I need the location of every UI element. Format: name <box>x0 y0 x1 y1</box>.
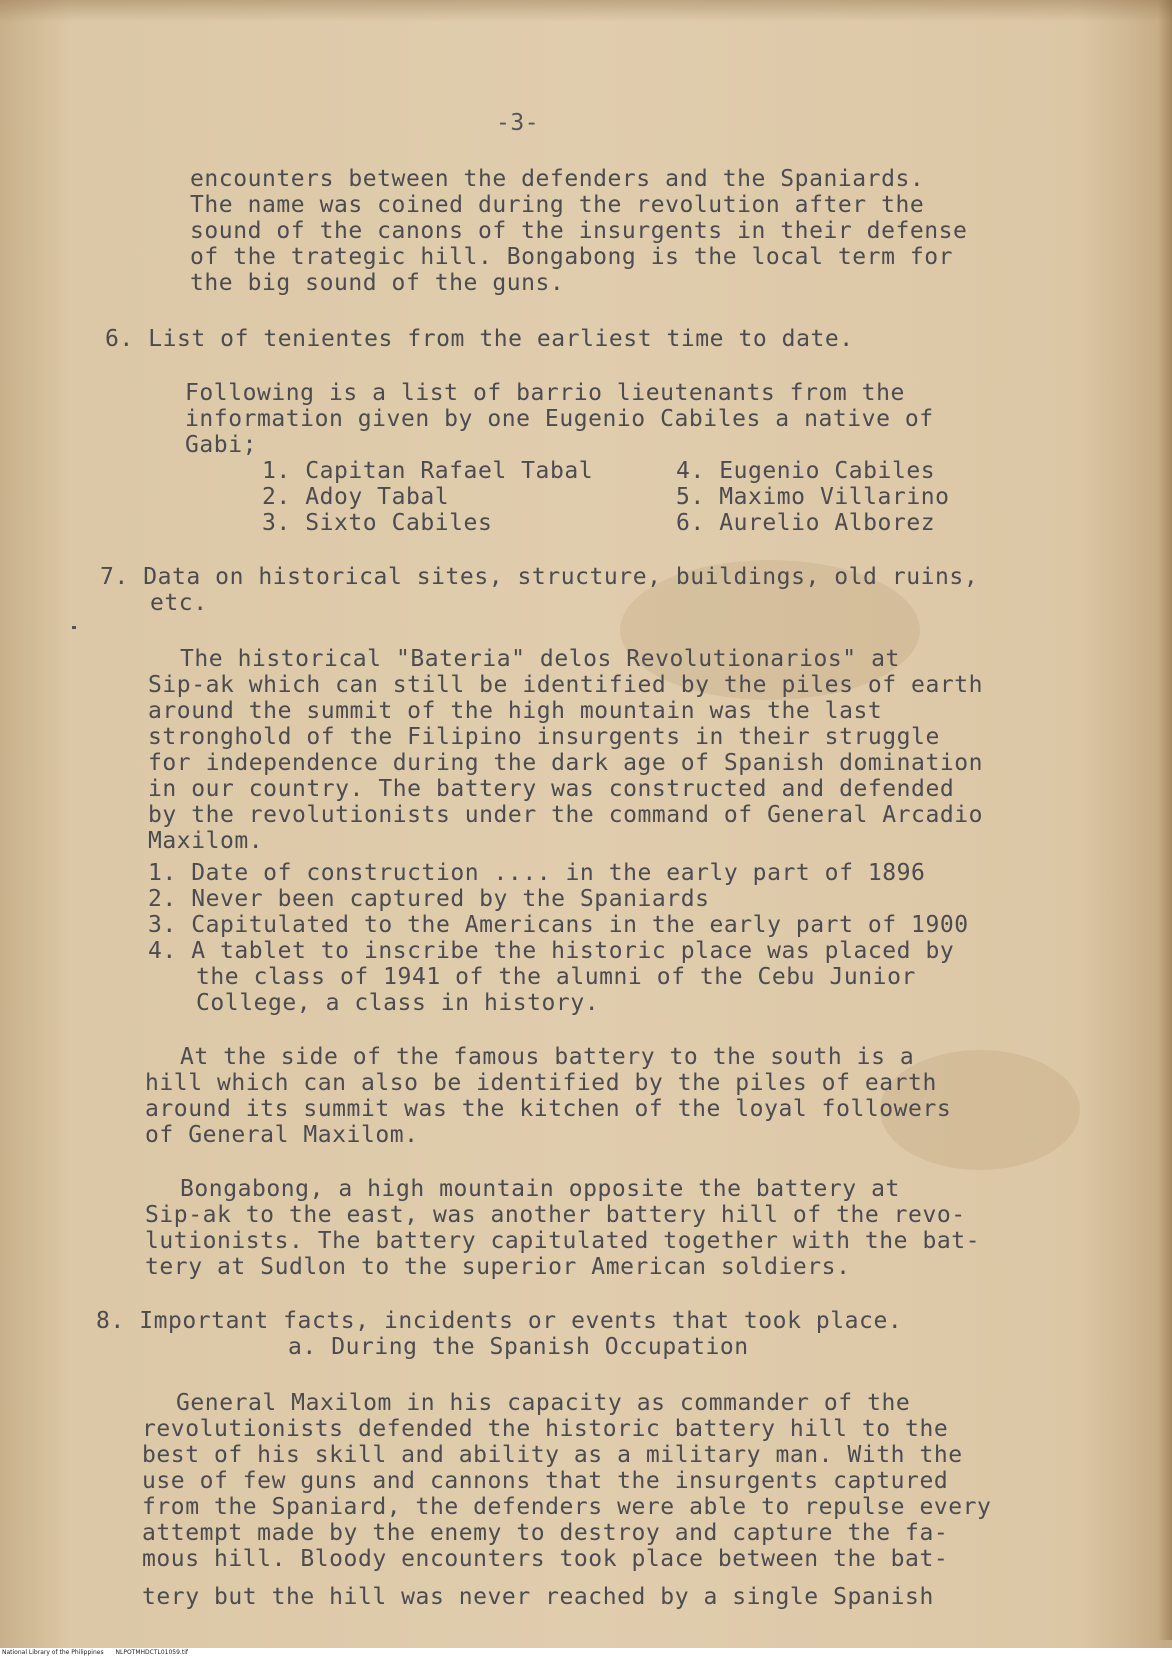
continuation-line: the big sound of the guns. <box>190 270 565 296</box>
battery-fact-item: the class of 1941 of the alumni of the Cebu Junior <box>196 964 916 990</box>
page-number: -3- <box>496 110 540 136</box>
ink-mark <box>72 626 76 629</box>
section7-heading: 7. Data on historical sites, structure, buildings, old ruins, <box>100 564 979 590</box>
section8-paragraph-line: tery but the hill was never reached by a single Spanish <box>142 1584 934 1610</box>
teniente-list-item: 3. Sixto Cabiles <box>262 510 493 536</box>
battery-fact-item: 2. Never been captured by the Spaniards <box>148 886 710 912</box>
section7-paragraph-line: stronghold of the Filipino insurgents in their struggle <box>148 724 940 750</box>
teniente-list-item: 2. Adoy Tabal <box>262 484 450 510</box>
section8-paragraph-line: General Maxilom in his capacity as commander of the <box>176 1390 911 1416</box>
section7-paragraph-line: Maxilom. <box>148 828 264 854</box>
section7-paragraph-line: in our country. The battery was constructed and defended <box>148 776 955 802</box>
paper-top-shadow <box>0 0 1172 22</box>
section8-subheading: a. During the Spanish Occupation <box>288 1334 749 1360</box>
paper-right-shadow <box>1158 0 1172 1640</box>
section7-heading: etc. <box>150 590 208 616</box>
section8-paragraph-line: use of few guns and cannons that the insurgents captured <box>142 1468 949 1494</box>
battery-fact-item: College, a class in history. <box>196 990 600 1016</box>
teniente-list-item: 1. Capitan Rafael Tabal <box>262 458 594 484</box>
section7-paragraph-line: around the summit of the high mountain was the last <box>148 698 883 724</box>
section8-paragraph-line: best of his skill and ability as a military man. With the <box>142 1442 963 1468</box>
battery-fact-item: 3. Capitulated to the Americans in the early part of 1900 <box>148 912 969 938</box>
file-id: NLPOTMHDCTL01059.tif <box>115 1649 188 1656</box>
section7-paragraph2-line: hill which can also be identified by the piles of earth <box>145 1070 937 1096</box>
section7-paragraph3-line: tery at Sudlon to the superior American soldiers. <box>145 1254 851 1280</box>
section7-paragraph3-line: Sip-ak to the east, was another battery hill of the revo- <box>145 1202 966 1228</box>
teniente-list-item: 5. Maximo Villarino <box>676 484 950 510</box>
continuation-line: The name was coined during the revolution after the <box>190 192 925 218</box>
section8-paragraph-line: from the Spaniard, the defenders were able to repulse every <box>142 1494 992 1520</box>
section7-paragraph3-line: Bongabong, a high mountain opposite the battery at <box>180 1176 900 1202</box>
section8-paragraph-line: attempt made by the enemy to destroy and capture the fa- <box>142 1520 949 1546</box>
section7-paragraph2-line: of General Maxilom. <box>145 1122 419 1148</box>
section6-heading: 6. List of tenientes from the earliest time to date. <box>105 326 854 352</box>
section8-paragraph-line: mous hill. Bloody encounters took place between the bat- <box>142 1546 949 1572</box>
continuation-line: encounters between the defenders and the Spaniards. <box>190 166 925 192</box>
section7-paragraph2-line: around its summit was the kitchen of the loyal followers <box>145 1096 952 1122</box>
continuation-line: of the trategic hill. Bongabong is the local term for <box>190 244 954 270</box>
battery-fact-item: 4. A tablet to inscribe the historic place was placed by <box>148 938 955 964</box>
teniente-list-item: 6. Aurelio Alborez <box>676 510 936 536</box>
section7-paragraph-line: Sip-ak which can still be identified by the piles of earth <box>148 672 984 698</box>
section6-intro-line: Gabi; <box>185 432 257 458</box>
section7-paragraph-line: by the revolutionists under the command of General Arcadio <box>148 802 984 828</box>
section8-heading: 8. Important facts, incidents or events that took place. <box>96 1308 903 1334</box>
library-name: National Library of the Philippines <box>2 1649 104 1656</box>
section7-paragraph2-line: At the side of the famous battery to the south is a <box>180 1044 915 1070</box>
continuation-line: sound of the canons of the insurgents in their defense <box>190 218 968 244</box>
section7-paragraph3-line: lutionists. The battery capitulated together with the bat- <box>145 1228 981 1254</box>
section7-paragraph-line: for independence during the dark age of Spanish domination <box>148 750 984 776</box>
section8-paragraph-line: revolutionists defended the historic battery hill to the <box>142 1416 949 1442</box>
section6-intro-line: Following is a list of barrio lieutenants from the <box>185 380 905 406</box>
section6-intro-line: information given by one Eugenio Cabiles a native of <box>185 406 934 432</box>
battery-fact-item: 1. Date of construction .... in the early part of 1896 <box>148 860 926 886</box>
teniente-list-item: 4. Eugenio Cabiles <box>676 458 936 484</box>
scan-footer-strip <box>0 1648 1172 1658</box>
section7-paragraph-line: The historical "Bateria" delos Revolutionarios" at <box>180 646 900 672</box>
